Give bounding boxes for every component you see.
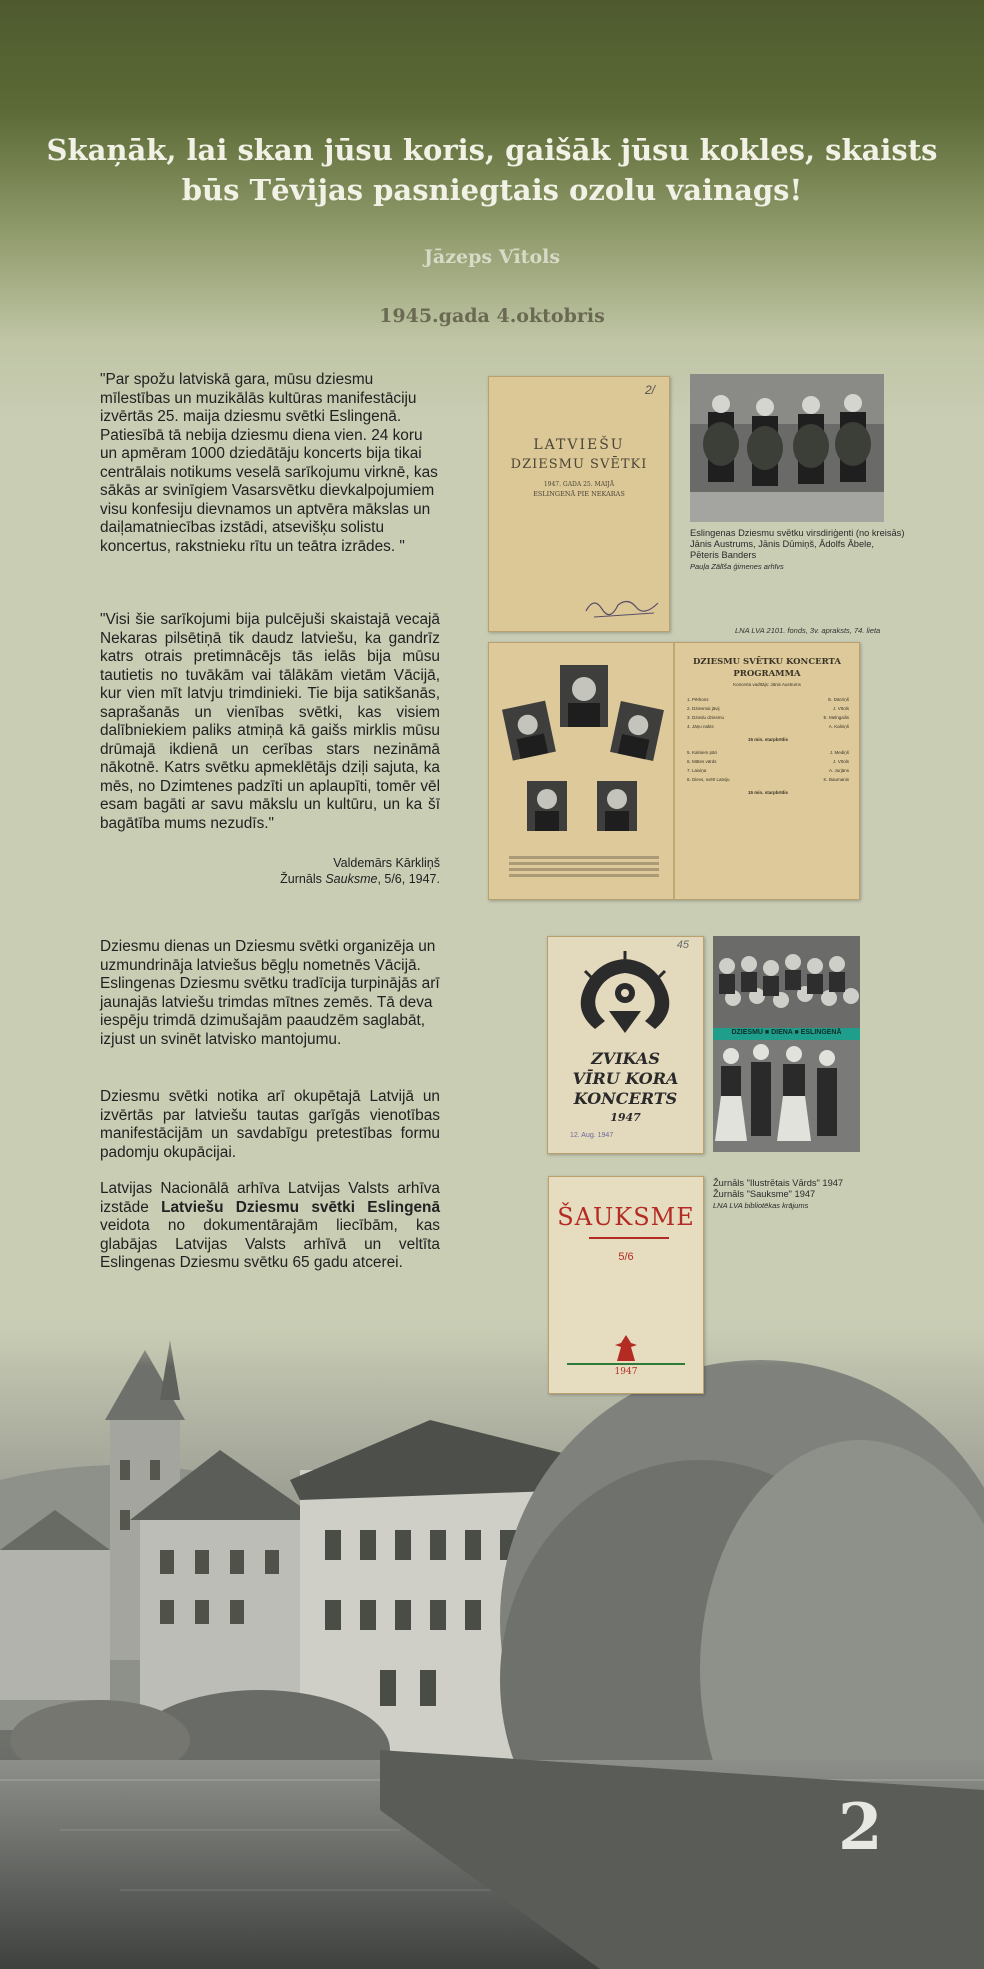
conductors-photo [690,374,884,522]
quote-date: 1945.gada 4.oktobris [379,305,605,327]
lna-reference: LNA LVA 2101. fonds, 3v. apraksts, 74. lieta [735,626,881,635]
concert-title-line-1: ZVIKAS [591,1049,660,1068]
program-item: 7. Laiviņa A. Jurjāns [687,768,849,773]
program-item: 4. Jāņu nakts A. Kalniņš [687,724,849,729]
conductors-caption [690,528,910,572]
header-background [0,0,984,420]
program-item: 5. Kalniem pāri J. Mediņš [687,750,849,755]
magazines-caption-line-1: Žurnāls "Ilustrētais Vārds" 1947 [713,1178,844,1188]
singing-figure-icon [611,1333,641,1363]
conductors-caption-archive: Pauļa Zālīša ģimenes arhīvs [690,562,784,571]
conductor-portraits [497,661,677,841]
booklet-page-number: 2/ [644,383,655,397]
concert-title-line-2: VĪRU KORA [572,1069,679,1088]
magazine-banner-text: DZIESMU ■ DIENA ■ ESLINGENĀ [731,1029,842,1036]
paragraph-song-days: Dziesmu dienas un Dziesmu svētki organizēja un uzmundrināja latviešus bēgļu nometnēs Vācijā. Eslingenas Dziesmu svētku tradīcija turpinājās arī jaunajās latviešu trimdas mītnes zemēs. Tā deva iespēju trimdā dzimušajām paaudzēm saglabāt, izjust un svinēt latvisko mantojumu. [100,938,440,1048]
sauksme-year: 1947 [614,1367,638,1377]
conductors-caption-line-3: Pēteris Banders [690,550,757,560]
folk-ornament-icon [565,951,685,1041]
booklet-subtitle-line-1: 1947. GADA 25. MAIJĀ [543,481,615,488]
mens-choir-concert-cover [547,936,704,1154]
program-break: 15 min. starpbrīdis [747,737,788,742]
program-item: 3. Dziedu dziesmu E. Melngailis [687,715,849,720]
conductors-caption-line-1: Eslingenas Dziesmu svētku virsdiriģenti (no kreisās) [690,528,905,538]
conductors-caption-line-2: Jānis Austrums, Jānis Dūmiņš, Ādolfs Ābele, [690,539,874,549]
paragraph-occupied-latvia: Dziesmu svētki notika arī okupētajā Latvijā un izvērtās par latviešu tautas garīgās vienotības manifestācijām un savdabīgu pretestības formu padomju okupācijai. [100,1088,440,1161]
panel-page-number: 2 [838,1790,883,1865]
program-break: 15 min. starpbrīdis [747,790,788,795]
song-day-magazine-photo [713,936,860,1152]
magazines-caption [713,1178,913,1211]
program-item: 2. Dziesmai jāvij J. Vītols [687,706,849,711]
concert-program-spread [488,642,860,900]
song-festival-booklet-cover [488,376,670,632]
program-item: 8. Dievs, svētī Latviju K. Baumanis [687,777,849,782]
paragraph-eslingen-intro: "Par spožu latviskā gara, mūsu dziesmu mīlestības un muzikālās kultūras manifestāciju izvērtās 25. maija dziesmu svētki Eslingenā. Patiesībā tā nebija dziesmu diena vien. 24 koru un apmēram 1000 dziedātāju koncerts bija tikai centrālais notikums veselā sarīkojumu virknē, kas sākās ar svinīgiem Vasarsvētku dievkalpojumiem visu konfesiju dievnamos un aptvēra mākslas un daiļamatniecības izstādi, atsevišķu solistu koncertus, rakstnieku rītu un teātra izrādes. " [100,371,438,555]
vitols-quote: Skaņāk, lai skan jūsu koris, gaišāk jūsu kokles, skaists būs Tēvijas pasniegtais ozolu vainags! [46,133,938,207]
concert-year: 1947 [610,1111,641,1124]
quote-author: Jāzeps Vītols [423,246,561,268]
program-item: 1. Pērkons E. Dārziņš [687,697,849,702]
program-items-list [687,695,849,801]
signature-author: Valdemārs Kārkliņš [333,856,440,870]
paragraph-exhibition: Latvijas Nacionālā arhīva Latvijas Valsts arhīva izstāde Latviešu Dziesmu svētki Eslingenā veidota no dokumentārajām liecībām, kas glabājas Latvijas Valsts arhīvā un veltīta Eslingenas Dziesmu svētku 65 gadu atcerei. [100,1180,440,1271]
booklet-subtitle-line-2: ESLINGENĀ PIE NEKARAS [533,490,625,498]
sauksme-magazine-cover [548,1176,704,1394]
magazines-caption-archive: LNA LVA bibliotēkas krājums [713,1201,809,1210]
esslingen-river-photo [0,1310,984,1969]
signature-source: Žurnāls Sauksme, 5/6, 1947. [280,872,440,886]
concert-stamp: 12. Aug. 1947 [570,1132,614,1139]
program-title-line-2: PROGRAMMA [733,669,801,679]
program-title-line-1: DZIESMU SVĒTKU KONCERTA [693,657,841,667]
booklet-title-line-2: DZIESMU SVĒTKI [510,457,648,472]
magazines-caption-line-2: Žurnāls "Sauksme" 1947 [713,1189,816,1199]
program-item: 6. Mātes vārds J. Vītols [687,759,849,764]
sauksme-title: ŠAUKSME [557,1203,695,1231]
booklet-handwritten-signature [584,591,664,621]
booklet-title-line-1: LATVIEŠU [533,437,625,453]
program-subtitle: Koncerta vadītājs: Jānis Austrums [733,682,801,687]
concert-title-line-3: KONCERTS [573,1089,678,1108]
paragraph-karklins-quote: "Visi šie sarīkojumi bija pulcējuši skaistajā vecajā Nekaras pilsētiņā tik daudz latviešu, ka gandrīz katrs otrais pretimnācējs tās ielās bija mūsu tautietis no tuvākām vai tālākām vietām Vācijā, kur vien mīt latvju trimdinieki. Tie bija satikšanās, saprašanās un vienības svētki, kas visiem dalībniekiem paliks atmiņā kā gaišs mirklis mūsu drūmajā ikdienā un cerības stars nezināmā nākotnē. Katrs svētku apmeklētājs dziļi sajuta, ka mēs, no Dzimtenes padzīti un aplaupīti, tomēr vēl esam bagāti ar savu mākslu un kultūru, un ka šī bagātība mums nezudīs." [100,611,440,832]
concert-page-number: 45 [676,939,689,951]
sauksme-issue: 5/6 [618,1251,634,1263]
